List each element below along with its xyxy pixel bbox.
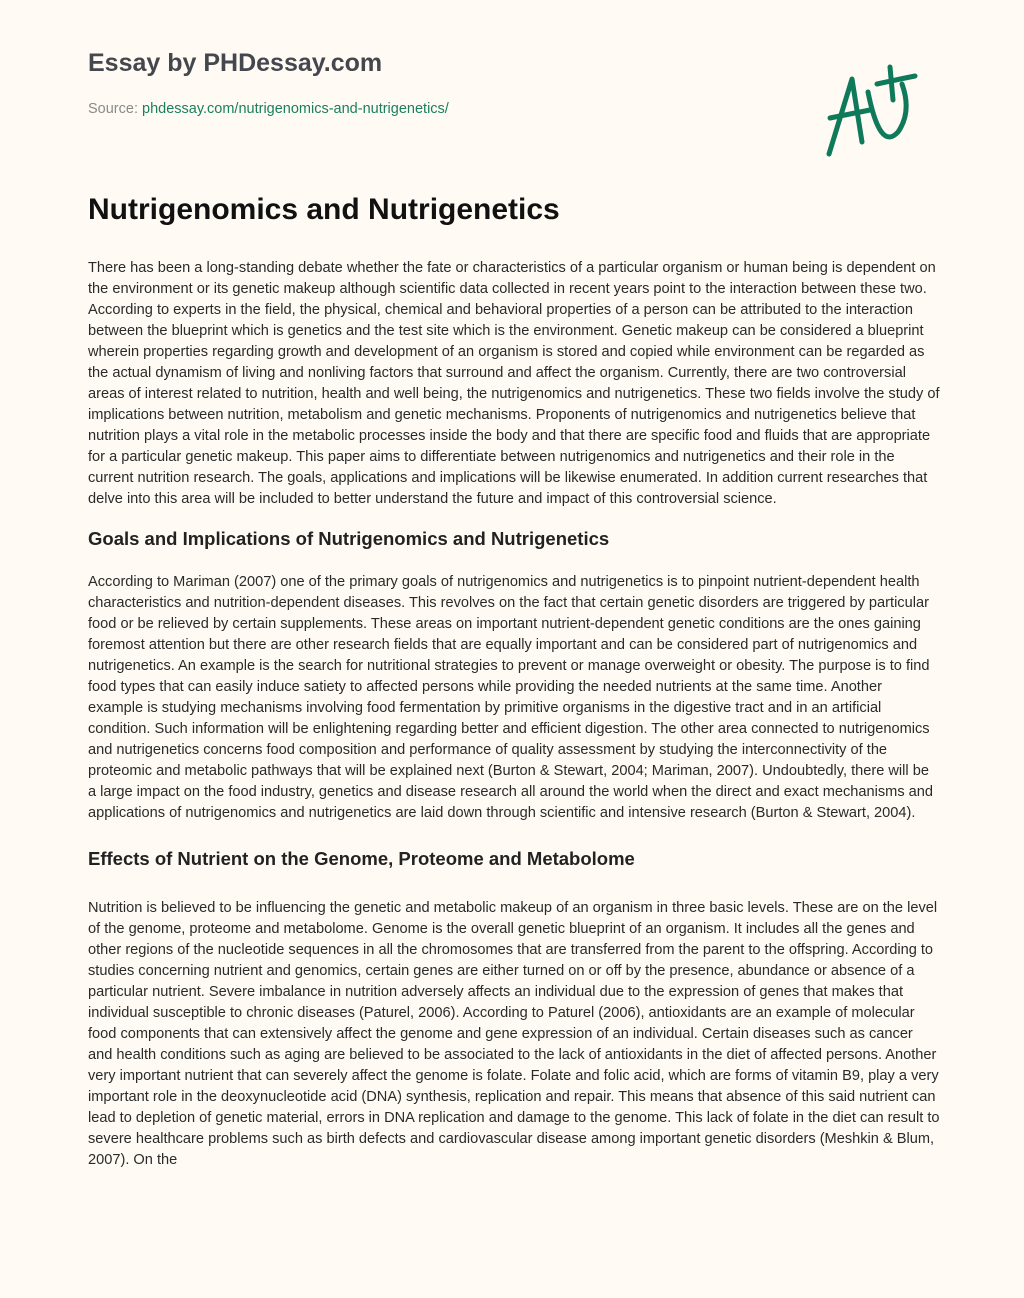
source-link[interactable]: phdessay.com/nutrigenomics-and-nutrigenetics/ (142, 101, 449, 117)
section-heading: Effects of Nutrient on the Genome, Proteome and Metabolome (88, 848, 635, 869)
intro-paragraph: There has been a long-standing debate whether the fate or characteristics of a particular organism or human being is dependent on the environment or its genetic makeup although scientific data collected in recent years point to the interaction between these two. According to experts in the field, the physical, chemical and behavioral properties of a person can be attributed to the interaction between the blueprint which is genetics and the test site which is the environment. Genetic makeup can be considered a blueprint wherein properties regarding growth and development of an organism is stored and copied while environment can be regarded as the actual dynamism of living and nonliving factors that surround and affect the organism. Currently, there are two controversial areas of interest related to nutrition, health and well being, the nutrigenomics and nutrigenetics. These two fields involve the study of implications between nutrition, metabolism and genetic mechanisms. Proponents of nutrigenomics and nutrigenetics believe that nutrition plays a vital role in the metabolic processes inside the body and that there are specific food and fluids that are appropriate for a particular genetic makeup. This paper aims to differentiate between nutrigenomics and nutrigenetics and their role in the current nutrition research. The goals, applications and implications will be likewise enumerated. In addition current researches that delve into this area will be included to better understand the future and impact of this controversial science. (88, 260, 940, 507)
section-paragraph: Nutrition is believed to be influencing the genetic and metabolic makeup of an organism in three basic levels. These are on the level of the genome, proteome and metabolome. Genome is the overall genetic blueprint of an organism. It includes all the genes and other regions of the nucleotide sequences in all the chromosomes that are transferred from the parent to the offspring. According to studies concerning nutrient and genomics, certain genes are either turned on or off by the presence, abundance or absence of a particular nutrient. Severe imbalance in nutrition adversely affects an individual due to the expression of genes that makes that individual susceptible to chronic diseases (Paturel, 2006). According to Paturel (2006), antioxidants are an example of molecular food components that can extensively affect the genome and gene expression of an individual. Certain diseases such as cancer and health conditions such as aging are believed to be associated to the lack of antioxidants in the diet of affected persons. Another very important nutrient that can severely affect the genome is folate. Folate and folic acid, which are forms of vitamin B9, play a very important role in the deoxynucleotide acid (DNA) synthesis, replication and repair. This means that absence of this said nutrient can lead to depletion of genetic material, errors in DNA replication and damage to the genome. This lack of folate in the diet can result to severe healthcare problems such as birth defects and cardiovascular disease among important genetic disorders (Meshkin & Blum, 2007). On the (88, 900, 940, 1168)
section-heading: Goals and Implications of Nutrigenomics and Nutrigenetics (88, 528, 610, 549)
article (88, 190, 940, 1253)
section-paragraph: According to Mariman (2007) one of the primary goals of nutrigenomics and nutrigenetics is to pinpoint nutrient-dependent health characteristics and nutrition-dependent diseases. This revolves on the fact that certain genetic disorders are triggered by particular food or be relieved by certain supplements. These areas on important nutrient-dependent genetic conditions are the ones gaining foremost attention but there are other research fields that are equally important and can be considered part of nutrigenomics and nutrigenetics. An example is the search for nutritional strategies to prevent or manage overweight or obesity. The purpose is to find food types that can easily induce satiety to affected persons while providing the needed nutrients at the same time. Another example is studying mechanisms involving food fermentation by primitive organisms in the digestive tract and in an artificial condition. Such information will be enlightening regarding better and efficient digestion. The other area connected to nutrigenomics and nutrigenetics concerns food composition and performance of quality assessment by studying the interconnectivity of the proteomic and metabolic pathways that will be explained next (Burton & Stewart, 2004; Mariman, 2007). Undoubtedly, there will be a large impact on the food industry, genetics and disease research all around the world when the direct and exact mechanisms and applications of nutrigenomics and nutrigenetics are laid down through scientific and intensive research (Burton & Stewart, 2004). (88, 574, 934, 821)
source-line (88, 101, 449, 117)
source-label: Source: (88, 101, 138, 117)
brand-title: Essay by PHDessay.com (88, 49, 383, 77)
a-plus-logo-icon (820, 62, 930, 162)
page-title: Nutrigenomics and Nutrigenetics (88, 193, 560, 226)
